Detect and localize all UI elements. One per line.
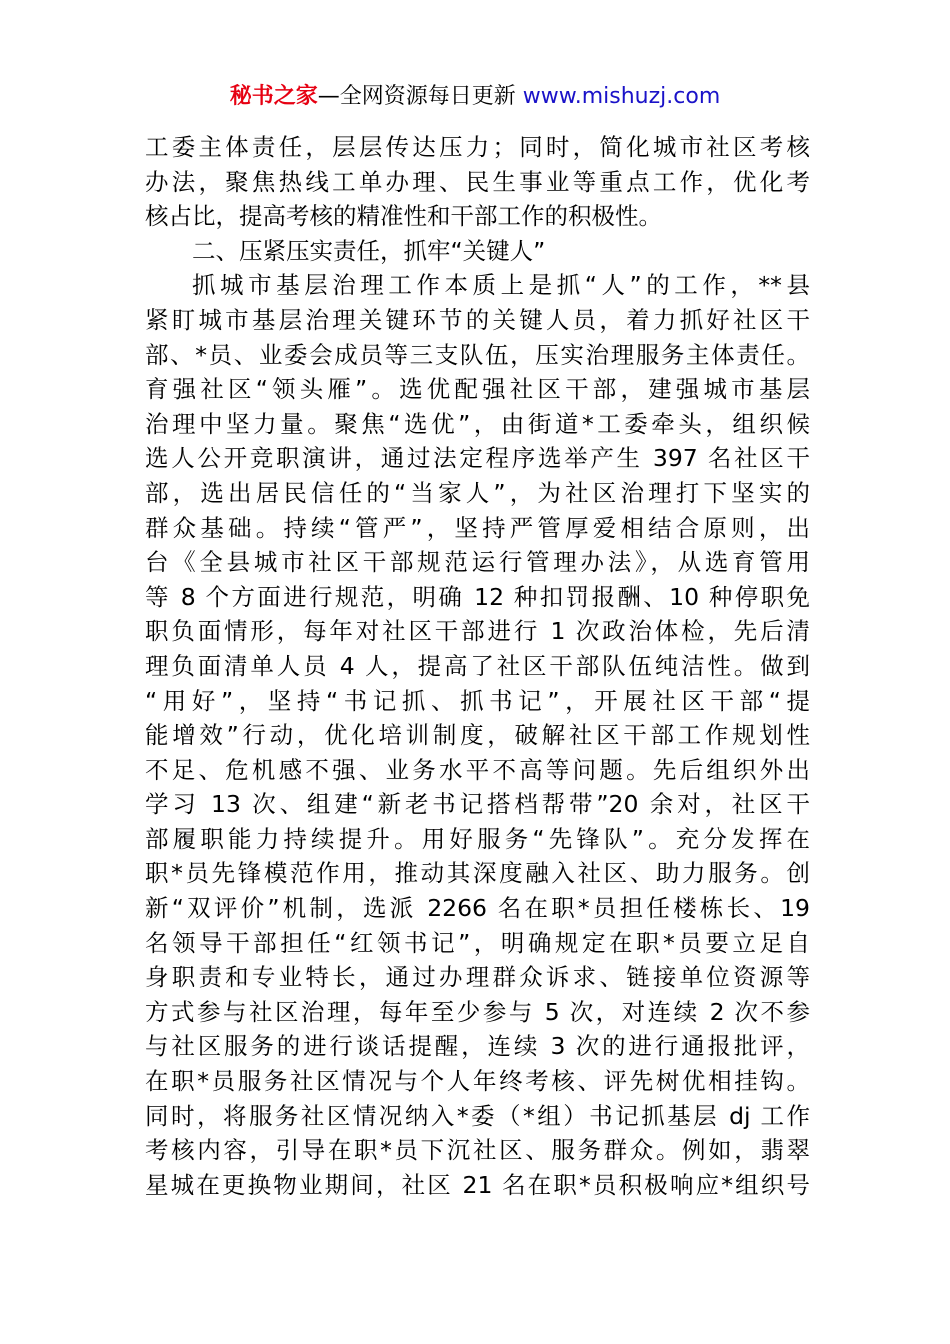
text-line: 不足、危机感不强、业务水平不高等问题。先后组织外出 <box>145 755 810 784</box>
section-heading: 二、压紧压实责任，抓牢“关键人” <box>192 236 546 265</box>
text-line: 身职责和专业特长，通过办理群众诉求、链接单位资源等 <box>145 963 810 992</box>
text-line: 等 8 个方面进行规范，明确 12 种扣罚报酬、10 种停职免 <box>145 582 810 611</box>
text-line: “用好”，坚持“书记抓、抓书记”，开展社区干部“提 <box>145 686 810 715</box>
text-line: 理负面清单人员 4 人，提高了社区干部队伍纯洁性。做到 <box>145 651 810 680</box>
site-brand: 秘书之家 <box>229 84 318 109</box>
text-line: 台《全县城市社区干部规范运行管理办法》，从选育管用 <box>145 548 810 577</box>
text-line: 与社区服务的进行谈话提醒，连续 3 次的进行通报批评， <box>145 1032 810 1061</box>
document-body <box>145 130 810 1202</box>
text-line: 部，选出居民信任的“当家人”，为社区治理打下坚实的 <box>145 478 810 507</box>
text-line: 考核内容，引导在职*员下沉社区、服务群众。例如，翡翠 <box>145 1136 810 1165</box>
text-line: 新“双评价”机制，选派 2266 名在职*员担任楼栋长、19 <box>145 894 810 923</box>
text-line: 核占比，提高考核的精准性和干部工作的积极性。 <box>145 202 662 231</box>
text-line: 名领导干部担任“红领书记”，明确规定在职*员要立足自 <box>145 928 810 957</box>
site-url-link[interactable]: www.mishuzj.com <box>522 84 721 109</box>
text-line: 学习 13 次、组建“新老书记搭档帮带”20 余对，社区干 <box>145 790 810 819</box>
site-tagline: —全网资源每日更新 <box>317 84 516 109</box>
text-line: 在职*员服务社区情况与个人年终考核、评先树优相挂钩。 <box>145 1067 810 1096</box>
text-line: 紧盯城市基层治理关键环节的关键人员，着力抓好社区干 <box>145 305 810 334</box>
text-line: 育强社区“领头雁”。选优配强社区干部，建强城市基层 <box>145 375 810 404</box>
text-line: 职*员先锋模范作用，推动其深度融入社区、助力服务。创 <box>145 859 810 888</box>
site-header <box>0 80 950 114</box>
text-line: 工委主体责任，层层传达压力；同时，简化城市社区考核 <box>145 133 810 161</box>
text-line: 职负面情形，每年对社区干部进行 1 次政治体检，先后清 <box>145 617 810 646</box>
text-line: 部履职能力持续提升。用好服务“先锋队”。充分发挥在 <box>145 824 810 853</box>
text-line: 群众基础。持续“管严”，坚持严管厚爱相结合原则，出 <box>145 513 810 542</box>
text-line: 能增效”行动，优化培训制度，破解社区干部工作规划性 <box>145 721 810 750</box>
text-line: 治理中坚力量。聚焦“选优”，由街道*工委牵头，组织候 <box>145 409 810 438</box>
text-line: 办法，聚焦热线工单办理、民生事业等重点工作，优化考 <box>145 167 810 196</box>
text-line: 部、*员、业委会成员等三支队伍，压实治理服务主体责任。 <box>145 340 810 369</box>
text-line: 星城在更换物业期间，社区 21 名在职*员积极响应*组织号 <box>145 1170 810 1199</box>
text-line: 选人公开竞职演讲，通过法定程序选举产生 397 名社区干 <box>145 444 810 473</box>
text-line: 方式参与社区治理，每年至少参与 5 次，对连续 2 次不参 <box>145 997 810 1026</box>
text-line: 抓城市基层治理工作本质上是抓“人”的工作，**县 <box>192 271 810 300</box>
text-line: 同时，将服务社区情况纳入*委（*组）书记抓基层 dj 工作 <box>145 1101 810 1130</box>
